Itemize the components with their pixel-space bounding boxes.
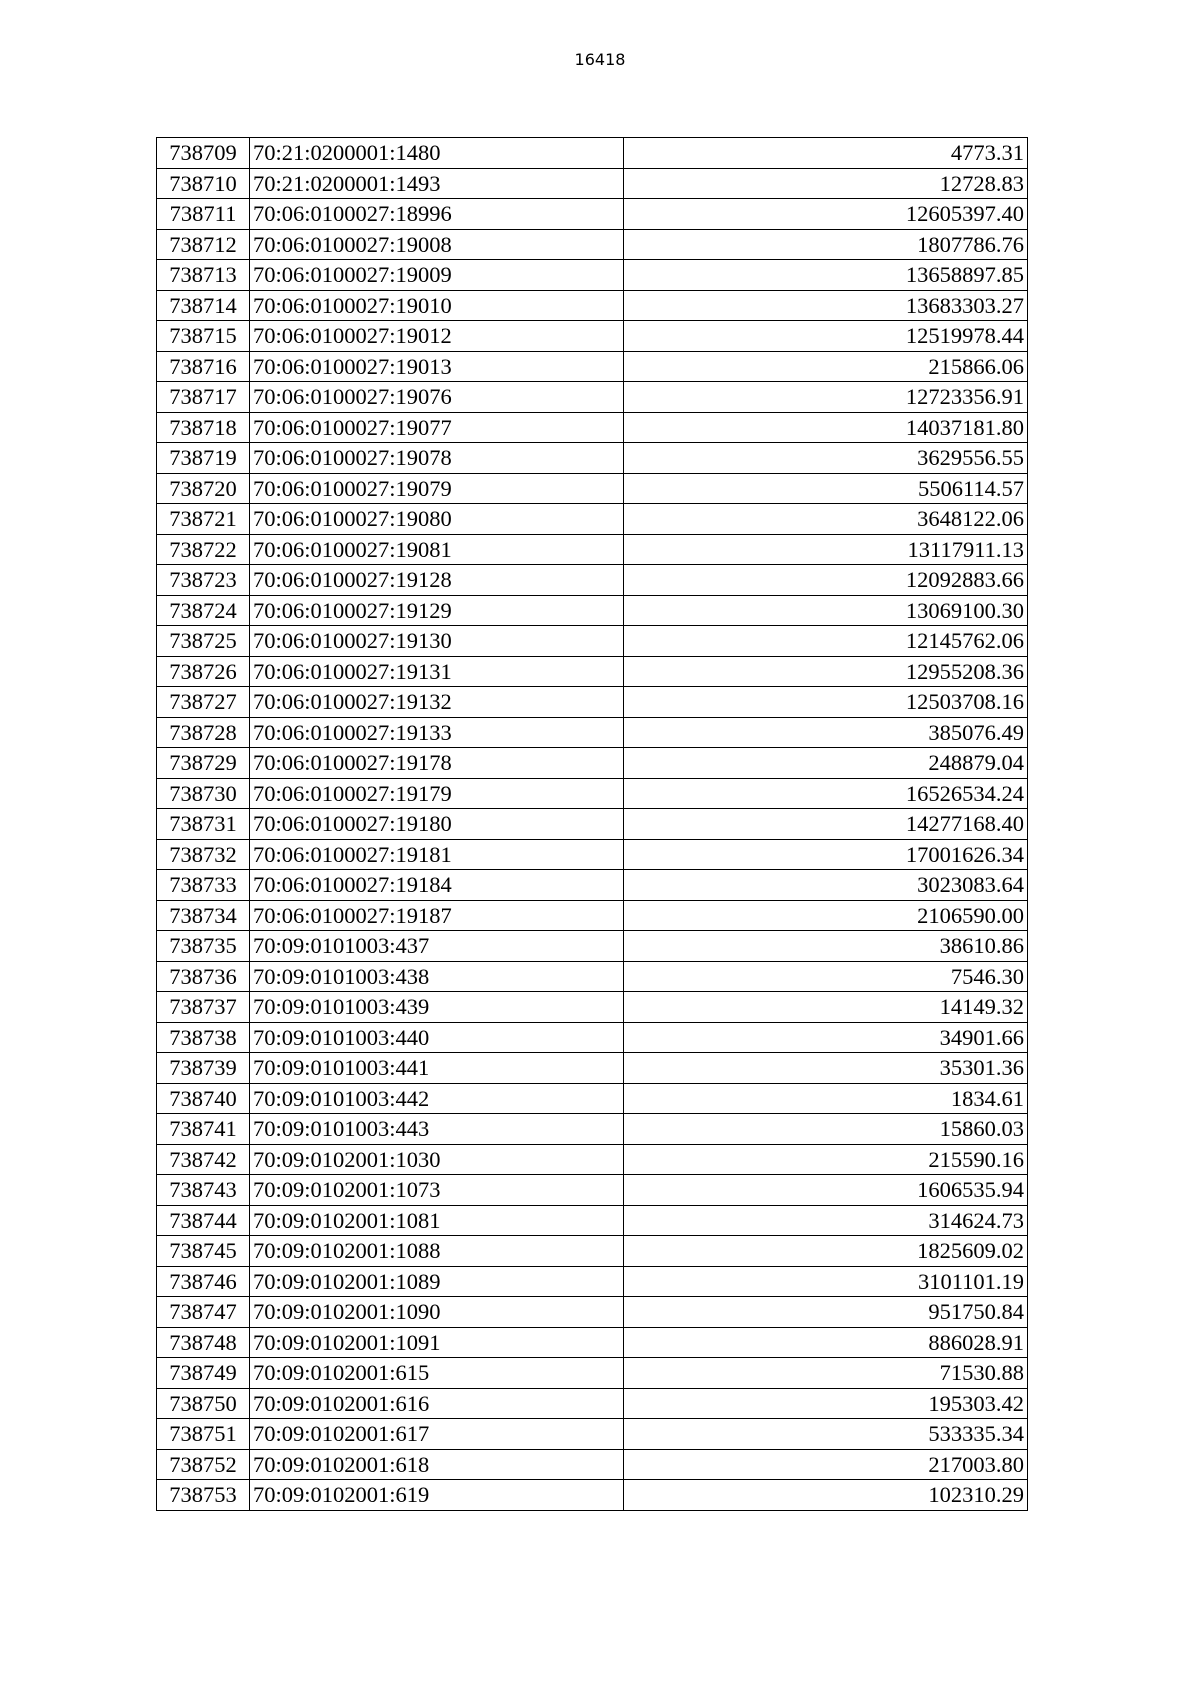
table-row	[157, 229, 1028, 260]
cadastral-number-cell: 70:06:0100027:19184	[250, 870, 624, 901]
value-cell: 215866.06	[624, 351, 1028, 382]
table-row	[157, 1175, 1028, 1206]
table-row	[157, 1358, 1028, 1389]
cadastral-number-cell: 70:06:0100027:19081	[250, 534, 624, 565]
data-table	[156, 137, 1028, 1511]
row-id-cell: 738726	[157, 656, 250, 687]
row-id-cell: 738742	[157, 1144, 250, 1175]
cadastral-number-cell: 70:06:0100027:19180	[250, 809, 624, 840]
row-id-cell: 738745	[157, 1236, 250, 1267]
cadastral-number-cell: 70:21:0200001:1480	[250, 138, 624, 169]
value-cell: 4773.31	[624, 138, 1028, 169]
cadastral-number-cell: 70:06:0100027:19078	[250, 443, 624, 474]
row-id-cell: 738748	[157, 1327, 250, 1358]
cadastral-number-cell: 70:09:0102001:617	[250, 1419, 624, 1450]
row-id-cell: 738740	[157, 1083, 250, 1114]
cadastral-number-cell: 70:06:0100027:19179	[250, 778, 624, 809]
value-cell: 13069100.30	[624, 595, 1028, 626]
row-id-cell: 738721	[157, 504, 250, 535]
table-row	[157, 1022, 1028, 1053]
value-cell: 12145762.06	[624, 626, 1028, 657]
value-cell: 1825609.02	[624, 1236, 1028, 1267]
cadastral-number-cell: 70:06:0100027:19187	[250, 900, 624, 931]
table-row	[157, 473, 1028, 504]
value-cell: 17001626.34	[624, 839, 1028, 870]
cadastral-number-cell: 70:09:0102001:615	[250, 1358, 624, 1389]
table-row	[157, 809, 1028, 840]
row-id-cell: 738718	[157, 412, 250, 443]
cadastral-number-cell: 70:09:0101003:442	[250, 1083, 624, 1114]
table-row	[157, 534, 1028, 565]
value-cell: 12092883.66	[624, 565, 1028, 596]
table-row	[157, 1114, 1028, 1145]
cadastral-number-cell: 70:09:0102001:1089	[250, 1266, 624, 1297]
value-cell: 102310.29	[624, 1480, 1028, 1511]
value-cell: 951750.84	[624, 1297, 1028, 1328]
table-row	[157, 687, 1028, 718]
row-id-cell: 738712	[157, 229, 250, 260]
table-row	[157, 839, 1028, 870]
cadastral-number-cell: 70:09:0102001:618	[250, 1449, 624, 1480]
value-cell: 35301.36	[624, 1053, 1028, 1084]
value-cell: 2106590.00	[624, 900, 1028, 931]
value-cell: 3648122.06	[624, 504, 1028, 535]
value-cell: 248879.04	[624, 748, 1028, 779]
value-cell: 14149.32	[624, 992, 1028, 1023]
table-row	[157, 1449, 1028, 1480]
value-cell: 886028.91	[624, 1327, 1028, 1358]
value-cell: 15860.03	[624, 1114, 1028, 1145]
table-row	[157, 412, 1028, 443]
cadastral-number-cell: 70:06:0100027:19128	[250, 565, 624, 596]
cadastral-number-cell: 70:06:0100027:19130	[250, 626, 624, 657]
value-cell: 12955208.36	[624, 656, 1028, 687]
table-row	[157, 351, 1028, 382]
row-id-cell: 738747	[157, 1297, 250, 1328]
row-id-cell: 738723	[157, 565, 250, 596]
cadastral-number-cell: 70:06:0100027:19133	[250, 717, 624, 748]
row-id-cell: 738711	[157, 199, 250, 230]
table-row	[157, 931, 1028, 962]
row-id-cell: 738737	[157, 992, 250, 1023]
value-cell: 12605397.40	[624, 199, 1028, 230]
table-row	[157, 626, 1028, 657]
table-row	[157, 504, 1028, 535]
row-id-cell: 738753	[157, 1480, 250, 1511]
row-id-cell: 738741	[157, 1114, 250, 1145]
row-id-cell: 738724	[157, 595, 250, 626]
row-id-cell: 738729	[157, 748, 250, 779]
cadastral-number-cell: 70:09:0102001:1090	[250, 1297, 624, 1328]
cadastral-number-cell: 70:09:0101003:439	[250, 992, 624, 1023]
row-id-cell: 738722	[157, 534, 250, 565]
row-id-cell: 738733	[157, 870, 250, 901]
cadastral-number-cell: 70:09:0101003:437	[250, 931, 624, 962]
cadastral-number-cell: 70:09:0102001:1073	[250, 1175, 624, 1206]
row-id-cell: 738736	[157, 961, 250, 992]
value-cell: 385076.49	[624, 717, 1028, 748]
cadastral-number-cell: 70:06:0100027:19132	[250, 687, 624, 718]
value-cell: 1807786.76	[624, 229, 1028, 260]
cadastral-number-cell: 70:06:0100027:19008	[250, 229, 624, 260]
value-cell: 7546.30	[624, 961, 1028, 992]
table-row	[157, 961, 1028, 992]
table-row	[157, 290, 1028, 321]
row-id-cell: 738731	[157, 809, 250, 840]
cadastral-number-cell: 70:21:0200001:1493	[250, 168, 624, 199]
page-number: 16418	[574, 50, 626, 69]
value-cell: 3023083.64	[624, 870, 1028, 901]
value-cell: 215590.16	[624, 1144, 1028, 1175]
cadastral-number-cell: 70:09:0101003:440	[250, 1022, 624, 1053]
row-id-cell: 738738	[157, 1022, 250, 1053]
table-row	[157, 595, 1028, 626]
row-id-cell: 738709	[157, 138, 250, 169]
cadastral-number-cell: 70:09:0101003:443	[250, 1114, 624, 1145]
cadastral-number-cell: 70:06:0100027:19077	[250, 412, 624, 443]
row-id-cell: 738735	[157, 931, 250, 962]
value-cell: 12503708.16	[624, 687, 1028, 718]
value-cell: 13117911.13	[624, 534, 1028, 565]
table-row	[157, 260, 1028, 291]
row-id-cell: 738739	[157, 1053, 250, 1084]
table-row	[157, 443, 1028, 474]
cadastral-number-cell: 70:06:0100027:19079	[250, 473, 624, 504]
cadastral-number-cell: 70:06:0100027:19009	[250, 260, 624, 291]
row-id-cell: 738715	[157, 321, 250, 352]
value-cell: 3101101.19	[624, 1266, 1028, 1297]
cadastral-number-cell: 70:09:0102001:1030	[250, 1144, 624, 1175]
cadastral-number-cell: 70:06:0100027:19076	[250, 382, 624, 413]
row-id-cell: 738728	[157, 717, 250, 748]
value-cell: 13658897.85	[624, 260, 1028, 291]
value-cell: 38610.86	[624, 931, 1028, 962]
table-row	[157, 1419, 1028, 1450]
cadastral-number-cell: 70:06:0100027:19129	[250, 595, 624, 626]
table-row	[157, 168, 1028, 199]
value-cell: 71530.88	[624, 1358, 1028, 1389]
value-cell: 195303.42	[624, 1388, 1028, 1419]
cadastral-number-cell: 70:09:0101003:438	[250, 961, 624, 992]
value-cell: 16526534.24	[624, 778, 1028, 809]
value-cell: 3629556.55	[624, 443, 1028, 474]
row-id-cell: 738719	[157, 443, 250, 474]
table-row	[157, 1053, 1028, 1084]
value-cell: 1606535.94	[624, 1175, 1028, 1206]
table-row	[157, 1144, 1028, 1175]
cadastral-number-cell: 70:06:0100027:19178	[250, 748, 624, 779]
table-row	[157, 565, 1028, 596]
table-row	[157, 1083, 1028, 1114]
row-id-cell: 738749	[157, 1358, 250, 1389]
table-row	[157, 1388, 1028, 1419]
value-cell: 1834.61	[624, 1083, 1028, 1114]
table-row	[157, 138, 1028, 169]
table-row	[157, 900, 1028, 931]
value-cell: 12723356.91	[624, 382, 1028, 413]
cadastral-number-cell: 70:09:0102001:616	[250, 1388, 624, 1419]
value-cell: 14277168.40	[624, 809, 1028, 840]
value-cell: 12519978.44	[624, 321, 1028, 352]
value-cell: 314624.73	[624, 1205, 1028, 1236]
table-row	[157, 1327, 1028, 1358]
row-id-cell: 738713	[157, 260, 250, 291]
row-id-cell: 738730	[157, 778, 250, 809]
value-cell: 5506114.57	[624, 473, 1028, 504]
row-id-cell: 738732	[157, 839, 250, 870]
row-id-cell: 738725	[157, 626, 250, 657]
cadastral-number-cell: 70:06:0100027:19181	[250, 839, 624, 870]
table-row	[157, 778, 1028, 809]
table-row	[157, 870, 1028, 901]
table-row	[157, 382, 1028, 413]
cadastral-number-cell: 70:09:0102001:619	[250, 1480, 624, 1511]
row-id-cell: 738734	[157, 900, 250, 931]
table-row	[157, 748, 1028, 779]
value-cell: 12728.83	[624, 168, 1028, 199]
row-id-cell: 738727	[157, 687, 250, 718]
table-row	[157, 1205, 1028, 1236]
table-row	[157, 1480, 1028, 1511]
cadastral-number-cell: 70:09:0102001:1088	[250, 1236, 624, 1267]
cadastral-number-cell: 70:09:0101003:441	[250, 1053, 624, 1084]
cadastral-number-cell: 70:06:0100027:19131	[250, 656, 624, 687]
row-id-cell: 738751	[157, 1419, 250, 1450]
row-id-cell: 738744	[157, 1205, 250, 1236]
value-cell: 533335.34	[624, 1419, 1028, 1450]
value-cell: 217003.80	[624, 1449, 1028, 1480]
cadastral-number-cell: 70:06:0100027:19013	[250, 351, 624, 382]
cadastral-number-cell: 70:09:0102001:1091	[250, 1327, 624, 1358]
table-row	[157, 199, 1028, 230]
cadastral-number-cell: 70:09:0102001:1081	[250, 1205, 624, 1236]
row-id-cell: 738752	[157, 1449, 250, 1480]
cadastral-number-cell: 70:06:0100027:19012	[250, 321, 624, 352]
row-id-cell: 738716	[157, 351, 250, 382]
row-id-cell: 738743	[157, 1175, 250, 1206]
value-cell: 13683303.27	[624, 290, 1028, 321]
table-row	[157, 1236, 1028, 1267]
row-id-cell: 738710	[157, 168, 250, 199]
table-row	[157, 656, 1028, 687]
cadastral-number-cell: 70:06:0100027:19010	[250, 290, 624, 321]
table-row	[157, 1297, 1028, 1328]
row-id-cell: 738720	[157, 473, 250, 504]
table-row	[157, 321, 1028, 352]
value-cell: 14037181.80	[624, 412, 1028, 443]
cadastral-number-cell: 70:06:0100027:18996	[250, 199, 624, 230]
table-row	[157, 717, 1028, 748]
table-body	[157, 138, 1028, 1511]
row-id-cell: 738750	[157, 1388, 250, 1419]
value-cell: 34901.66	[624, 1022, 1028, 1053]
table-row	[157, 1266, 1028, 1297]
row-id-cell: 738714	[157, 290, 250, 321]
row-id-cell: 738746	[157, 1266, 250, 1297]
cadastral-number-cell: 70:06:0100027:19080	[250, 504, 624, 535]
row-id-cell: 738717	[157, 382, 250, 413]
table-row	[157, 992, 1028, 1023]
